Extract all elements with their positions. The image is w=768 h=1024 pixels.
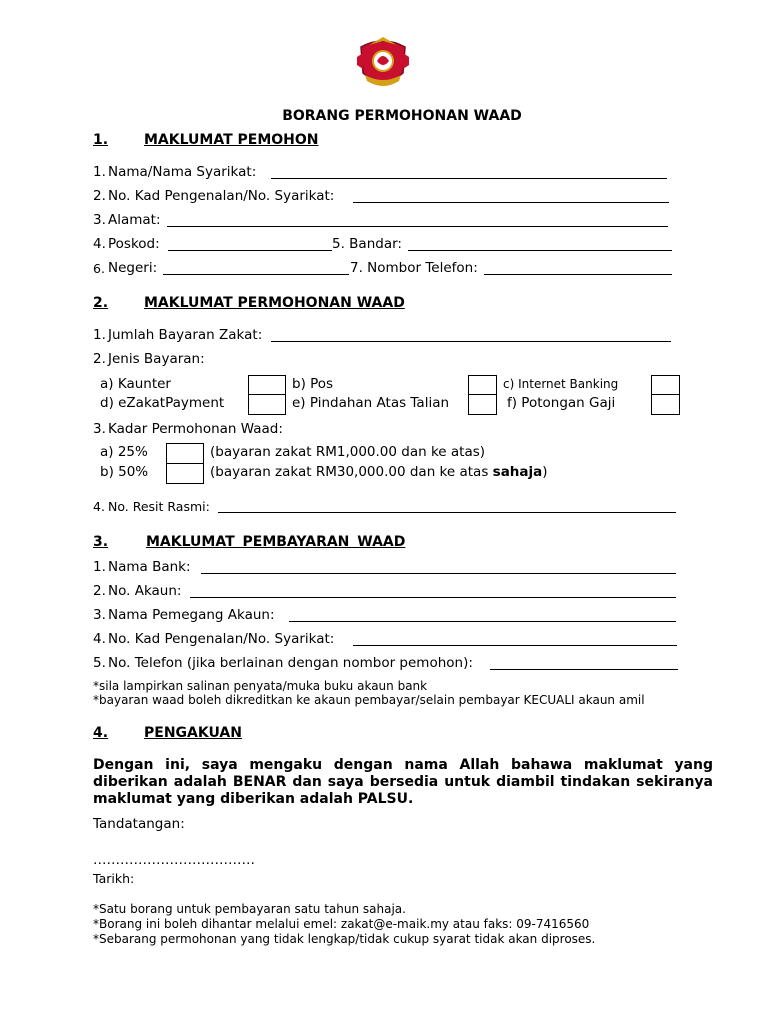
account-holder-field[interactable] bbox=[289, 621, 676, 622]
footer-note-2: *Borang ini boleh dihantar melalui emel: zakat@e-maik.my atau faks: 09-7416560 bbox=[93, 917, 590, 931]
field-number: 3. bbox=[93, 421, 106, 437]
bank-name-field[interactable] bbox=[201, 573, 676, 574]
state-field[interactable] bbox=[163, 274, 349, 275]
field-number: 4. bbox=[93, 499, 105, 514]
applicant-ic-field[interactable] bbox=[353, 202, 669, 203]
field-number: 3. bbox=[93, 607, 106, 623]
city-label: 5. Bandar: bbox=[332, 236, 402, 252]
account-number-label: No. Akaun: bbox=[108, 583, 182, 599]
date-label: Tarikh: bbox=[93, 871, 135, 886]
option-online-transfer-checkbox[interactable] bbox=[468, 394, 497, 415]
crest-logo bbox=[355, 33, 411, 95]
address-label: Alamat: bbox=[108, 212, 161, 228]
phone-field[interactable] bbox=[484, 274, 672, 275]
postcode-label: Poskod: bbox=[108, 236, 160, 252]
credit-note: *bayaran waad boleh dikreditkan ke akaun pembayar/selain pembayar KECUALI akaun amil bbox=[93, 693, 645, 707]
waad-rate-label: Kadar Permohonan Waad: bbox=[108, 421, 283, 437]
city-field[interactable] bbox=[408, 250, 672, 251]
option-salary-deduction-label: f) Potongan Gaji bbox=[507, 395, 616, 411]
section-3-number: 3. bbox=[93, 534, 109, 550]
holder-phone-label: No. Telefon (jika berlainan dengan nombor pemohon): bbox=[108, 655, 473, 671]
section-4-number: 4. bbox=[93, 725, 109, 741]
applicant-name-label: Nama/Nama Syarikat: bbox=[108, 164, 257, 180]
field-number: 1. bbox=[93, 327, 106, 343]
rate-25-label: a) 25% bbox=[100, 444, 148, 460]
declaration-text: Dengan ini, saya mengaku dengan nama Allah bahawa maklumat yang diberikan adalah BENAR dan saya bersedia untuk diambil tindakan sekiranya maklumat yang diberikan adalah PALSU. bbox=[93, 757, 713, 807]
rate-50-label: b) 50% bbox=[100, 464, 149, 480]
account-holder-label: Nama Pemegang Akaun: bbox=[108, 607, 275, 623]
form-title: BORANG PERMOHONAN WAAD bbox=[282, 108, 522, 124]
field-number: 4. bbox=[93, 631, 106, 647]
phone-label: 7. Nombor Telefon: bbox=[350, 260, 478, 276]
bank-statement-note: *sila lampirkan salinan penyata/muka buku akaun bank bbox=[93, 679, 428, 693]
section-1-title: MAKLUMAT PEMOHON bbox=[144, 132, 319, 148]
option-ezakatpayment-checkbox[interactable] bbox=[248, 394, 286, 415]
holder-ic-field[interactable] bbox=[353, 645, 677, 646]
bank-name-label: Nama Bank: bbox=[108, 559, 191, 575]
account-number-field[interactable] bbox=[190, 597, 676, 598]
field-number: 2. bbox=[93, 188, 106, 204]
receipt-number-field[interactable] bbox=[218, 512, 676, 513]
receipt-number-label: No. Resit Rasmi: bbox=[108, 499, 210, 514]
field-number: 4. bbox=[93, 236, 106, 252]
applicant-name-field[interactable] bbox=[271, 178, 667, 179]
option-pos-checkbox[interactable] bbox=[468, 375, 497, 396]
section-4-title: PENGAKUAN bbox=[144, 725, 242, 741]
option-online-transfer-label: e) Pindahan Atas Talian bbox=[292, 395, 450, 411]
option-internet-banking-checkbox[interactable] bbox=[651, 375, 680, 396]
zakat-amount-label: Jumlah Bayaran Zakat: bbox=[108, 327, 263, 343]
footer-note-3: *Sebarang permohonan yang tidak lengkap/tidak cukup syarat tidak akan diproses. bbox=[93, 932, 596, 946]
option-pos-label: b) Pos bbox=[292, 376, 334, 392]
field-number: 6. bbox=[93, 261, 105, 276]
address-field[interactable] bbox=[167, 226, 668, 227]
option-kaunter-label: a) Kaunter bbox=[100, 376, 171, 392]
section-2-title: MAKLUMAT PERMOHONAN WAAD bbox=[144, 295, 405, 311]
payment-type-label: Jenis Bayaran: bbox=[108, 351, 205, 367]
field-number: 5. bbox=[93, 655, 106, 671]
rate-25-checkbox[interactable] bbox=[166, 443, 204, 464]
field-number: 2. bbox=[93, 351, 106, 367]
rate-50-checkbox[interactable] bbox=[166, 463, 204, 484]
field-number: 2. bbox=[93, 583, 106, 599]
option-ezakatpayment-label: d) eZakatPayment bbox=[100, 395, 225, 411]
rate-50-emphasis: sahaja bbox=[492, 464, 543, 480]
postcode-field[interactable] bbox=[168, 250, 332, 251]
footer-note-1: *Satu borang untuk pembayaran satu tahun sahaja. bbox=[93, 902, 406, 916]
signature-label: Tandatangan: bbox=[93, 816, 185, 832]
holder-ic-label: No. Kad Pengenalan/No. Syarikat: bbox=[108, 631, 335, 647]
holder-phone-field[interactable] bbox=[490, 669, 678, 670]
applicant-ic-label: No. Kad Pengenalan/No. Syarikat: bbox=[108, 188, 335, 204]
section-3-title: MAKLUMAT PEMBAYARAN WAAD bbox=[146, 534, 406, 550]
rate-50-description: (bayaran zakat RM30,000.00 dan ke atas sahaja) bbox=[210, 464, 548, 480]
section-1-number: 1. bbox=[93, 132, 109, 148]
field-number: 1. bbox=[93, 559, 106, 575]
rate-25-description: (bayaran zakat RM1,000.00 dan ke atas) bbox=[210, 444, 486, 460]
section-2-number: 2. bbox=[93, 295, 109, 311]
state-label: Negeri: bbox=[108, 260, 158, 276]
option-kaunter-checkbox[interactable] bbox=[248, 375, 286, 396]
signature-line[interactable]: ……………………………… bbox=[93, 852, 255, 868]
option-internet-banking-label: c) Internet Banking bbox=[503, 377, 619, 391]
field-number: 3. bbox=[93, 212, 106, 228]
option-salary-deduction-checkbox[interactable] bbox=[651, 394, 680, 415]
zakat-amount-field[interactable] bbox=[271, 341, 671, 342]
field-number: 1. bbox=[93, 164, 106, 180]
